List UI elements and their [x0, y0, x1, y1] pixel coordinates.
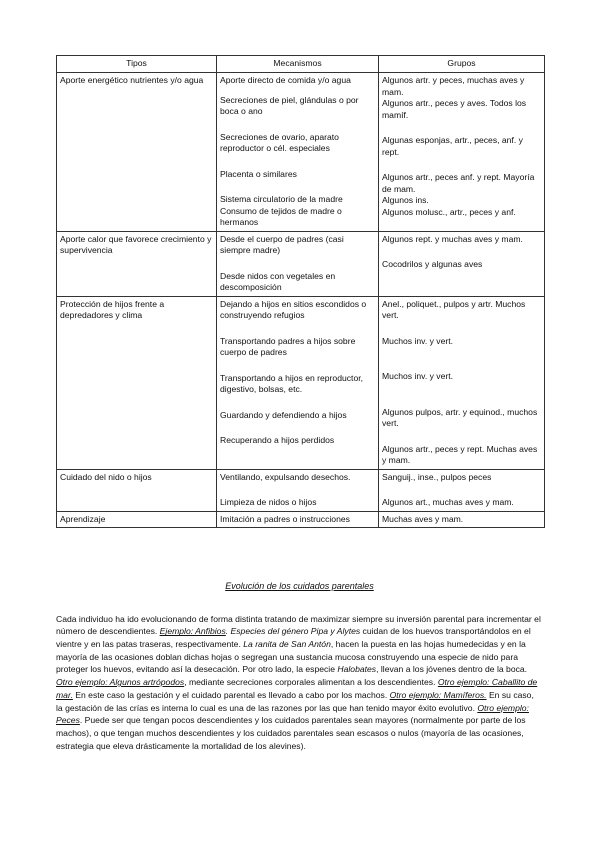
grupo-text: Algunos art., muchas aves y mam. [382, 497, 514, 507]
grupo-text: Sanguij., inse., pulpos peces [382, 471, 492, 482]
grupos-cell [379, 73, 545, 232]
grupo-text: Anel., poliquet., pulpos y artr. Muchos vert. [382, 298, 526, 320]
paragraph-text: En su caso, la gestación de las crías es interna lo cual es una de las razones por las que han tenido mayor éxito evolutivo. [56, 689, 534, 713]
grupo-text: Algunos artr. y peces, muchas aves y mam. [382, 75, 525, 97]
tipo-cell [57, 231, 217, 296]
mecanismo-text: Desde nidos con vegetales en descomposición [220, 270, 336, 292]
mecanismo-text: Aporte directo de comida y/o agua [220, 75, 351, 85]
grupo-text: Algunos artr., peces y rept. Muchas aves y mam. [382, 443, 538, 465]
mecanismo-text: Dejando a hijos en sitios escondidos o construyendo refugios [220, 298, 367, 320]
body-paragraph [56, 613, 542, 753]
mecanismo-text: Desde el cuerpo de padres (casi siempre madre) [220, 233, 344, 255]
mecanismo-text: Recuperando a hijos perdidos [220, 435, 335, 445]
grupo-text: Cocodrilos y algunas aves [382, 259, 483, 269]
tipo-text: Aporte energético nutrientes y/o agua [60, 75, 204, 85]
species-name: Pipa [310, 626, 328, 637]
header-grupos: Grupos [379, 56, 545, 73]
example-link-peces: Otro ejemplo: Peces [56, 702, 529, 726]
grupo-text: Algunos artr., peces y aves. Todos los mamíf. [382, 98, 527, 120]
paragraph-text: Cada individuo ha ido evolucionando de forma distinta tratando de maximizar siempre su inversión parental para incrementar el número de descendientes. [56, 613, 541, 637]
grupo-text: Algunos ins. Algunos molusc., artr., peces y anf. [382, 195, 516, 217]
table-row [57, 469, 545, 511]
grupo-text: Algunos pulpos, artr. y equinod., muchos vert. [382, 406, 538, 428]
grupos-cell [379, 511, 545, 528]
table-row [57, 231, 545, 296]
grupos-cell [379, 231, 545, 296]
species-name: La ranita de San Antón [243, 639, 331, 649]
paragraph-text: , llevan a los jóvenes dentro de la boca. [376, 664, 528, 675]
example-link-mamiferos: Otro ejemplo: Mamíferos. [389, 689, 487, 700]
mecanismo-text: Transportando a hijos en reproductor, digestivo, bolsas, etc. [220, 372, 363, 394]
mecanismo-text: Secreciones de ovario, aparato reproductor o cél. especiales [220, 131, 339, 153]
tipo-text: Aporte calor que favorece crecimiento y supervivencia [60, 233, 212, 255]
grupo-text: Muchos inv. y vert. [382, 335, 453, 346]
paragraph-text: , hacen la puesta en las hojas humedecidas y en la mayoría de las ocasiones doblan dichas hojas o segregan una sustancia mucosa construyendo una especie de nido para proteger los huevos, evitando así la desecación. Por otro lado, la especie [56, 639, 526, 675]
mecanismo-text: Limpieza de nidos o hijos [220, 497, 317, 507]
species-name: Halobates [337, 664, 377, 675]
mecanismo-text: Ventilando, expulsando desechos. [220, 471, 351, 482]
grupo-text: Algunos artr., peces anf. y rept. Mayoría de mam. [382, 172, 535, 194]
table-row [57, 296, 545, 469]
tipo-cell [57, 469, 217, 511]
grupo-text: Muchos inv. y vert. [382, 371, 453, 381]
grupo-text: Muchas aves y mam. [382, 513, 464, 524]
mecanismos-cell [217, 296, 379, 469]
tipo-cell [57, 73, 217, 232]
mecanismo-text: Placenta o similares [220, 168, 297, 179]
tipo-text: Cuidado del nido o hijos [60, 471, 152, 482]
tipo-text: Protección de hijos frente a depredadores y clima [60, 298, 165, 320]
mecanismos-cell [217, 231, 379, 296]
paragraph-text: En este caso la gestación y el cuidado parental es llevado a cabo por los machos. [72, 689, 390, 700]
mecanismo-text: Sistema circulatorio de la madre Consumo de tejidos de madre o hermanos [220, 194, 343, 227]
table-row [57, 511, 545, 528]
mecanismo-text: Transportando padres a hijos sobre cuerpo de padres [220, 335, 356, 357]
table-header-row [57, 56, 545, 73]
paragraph-text: . Especies del género [225, 626, 311, 637]
grupo-text: Algunas esponjas, artr., peces, anf. y rept. [382, 135, 523, 157]
header-tipos: Tipos [57, 56, 217, 73]
paragraph-text: . Puede ser que tengan pocos descendientes y los cuidados parentales sean mayores (normalmente por parte de los machos), o que tengan muchos descendientes y los cuidados parentales sean escasos o nulos (mayoría de las ocasiones, estrategia que eleva drásticamente la mortalidad de los alevines). [56, 715, 526, 751]
tipo-cell [57, 296, 217, 469]
mecanismos-cell [217, 511, 379, 528]
tipo-text: Aprendizaje [60, 513, 106, 524]
mecanismo-text: Secreciones de piel, glándulas o por boca o ano [220, 94, 359, 116]
example-link-caballito: Otro ejemplo: Caballito de mar. [56, 677, 538, 700]
header-mecanismos: Mecanismos [217, 56, 379, 73]
mecanismos-cell [217, 73, 379, 232]
mecanismos-cell [217, 469, 379, 511]
example-link-anfibios: Ejemplo: Anfibios [159, 626, 226, 637]
tipo-cell [57, 511, 217, 528]
parental-care-table [56, 55, 545, 528]
grupo-text: Algunos rept. y muchas aves y mam. [382, 233, 523, 244]
paragraph-text: , mediante secreciones corporales alimentan a los descendientes. [184, 677, 438, 688]
mecanismo-text: Guardando y defendiendo a hijos [220, 409, 347, 420]
mecanismo-text: Imitación a padres o instrucciones [220, 513, 350, 524]
example-link-artropodos: Otro ejemplo: Algunos artrópodos [56, 677, 185, 688]
table-row [57, 73, 545, 232]
grupos-cell [379, 469, 545, 511]
species-name: Alytes [336, 626, 361, 637]
section-title: Evolución de los cuidados parentales [225, 581, 374, 591]
paragraph-text: cuidan de los huevos transportándolos en el vientre y en las patas traseras, respectivamente. [56, 626, 531, 649]
grupos-cell [379, 296, 545, 469]
paragraph-text: y [328, 626, 337, 637]
